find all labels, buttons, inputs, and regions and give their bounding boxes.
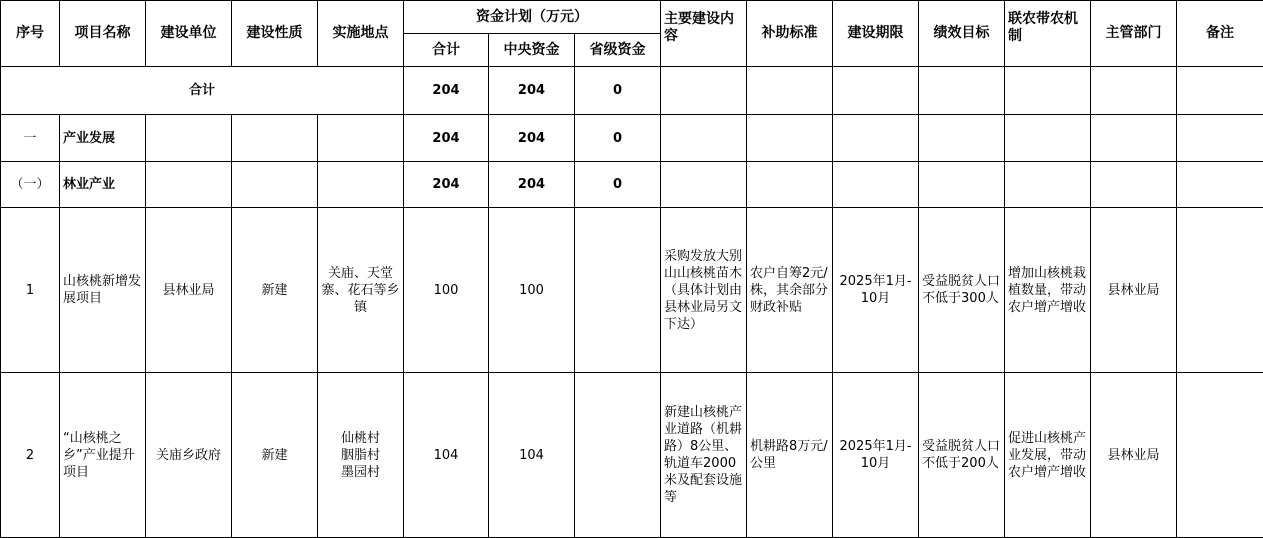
summary-provincial: 0 — [575, 67, 661, 115]
project-subsidy: 机耕路8万元/公里 — [747, 373, 833, 538]
project-name: 山核桃新增发展项目 — [60, 208, 146, 373]
subsection-provincial: 0 — [575, 162, 661, 208]
section-row — [1, 115, 1263, 162]
project-name: “山核桃之乡”产业提升项目 — [60, 373, 146, 538]
project-period: 2025年1月-10月 — [833, 208, 919, 373]
project-provincial — [575, 373, 661, 538]
project-central: 104 — [489, 373, 575, 538]
header-mechanism: 联农带农机制 — [1005, 1, 1091, 67]
section-provincial: 0 — [575, 115, 661, 162]
table-row — [1, 208, 1263, 373]
header-content: 主要建设内容 — [661, 1, 747, 67]
header-target: 绩效目标 — [919, 1, 1005, 67]
header-row-1 — [1, 1, 1263, 34]
header-nature: 建设性质 — [232, 1, 318, 67]
summary-total: 204 — [404, 67, 489, 115]
project-nature: 新建 — [232, 208, 318, 373]
project-period: 2025年1月-10月 — [833, 373, 919, 538]
project-central: 100 — [489, 208, 575, 373]
project-total: 100 — [404, 208, 489, 373]
section-central: 204 — [489, 115, 575, 162]
header-dept: 主管部门 — [1091, 1, 1177, 67]
header-provincial: 省级资金 — [575, 34, 661, 67]
project-unit: 关庙乡政府 — [146, 373, 232, 538]
project-target: 受益脱贫人口不低于300人 — [919, 208, 1005, 373]
project-location: 仙桃村 胭脂村 墨园村 — [318, 373, 404, 538]
summary-row — [1, 67, 1263, 115]
subsection-total: 204 — [404, 162, 489, 208]
subsection-row — [1, 162, 1263, 208]
project-target: 受益脱贫人口不低于200人 — [919, 373, 1005, 538]
project-seq: 2 — [1, 373, 60, 538]
summary-central: 204 — [489, 67, 575, 115]
project-dept: 县林业局 — [1091, 373, 1177, 538]
project-location: 关庙、天堂寨、花石等乡镇 — [318, 208, 404, 373]
project-subsidy: 农户自筹2元/株，其余部分财政补贴 — [747, 208, 833, 373]
project-unit: 县林业局 — [146, 208, 232, 373]
section-seq: 一 — [1, 115, 60, 162]
project-seq: 1 — [1, 208, 60, 373]
header-subsidy: 补助标准 — [747, 1, 833, 67]
project-content: 采购发放大别山山核桃苗木（具体计划由县林业局另文下达） — [661, 208, 747, 373]
section-total: 204 — [404, 115, 489, 162]
header-total: 合计 — [404, 34, 489, 67]
header-fund-plan: 资金计划（万元） — [404, 1, 661, 34]
project-remark — [1177, 208, 1263, 373]
project-nature: 新建 — [232, 373, 318, 538]
header-remark: 备注 — [1177, 1, 1263, 67]
project-mechanism: 促进山核桃产业发展，带动农户增产增收 — [1005, 373, 1091, 538]
project-provincial — [575, 208, 661, 373]
summary-label: 合计 — [1, 67, 404, 115]
project-remark — [1177, 373, 1263, 538]
section-name: 产业发展 — [60, 115, 146, 162]
table-row — [1, 373, 1263, 538]
subsection-name: 林业产业 — [60, 162, 146, 208]
header-location: 实施地点 — [318, 1, 404, 67]
header-period: 建设期限 — [833, 1, 919, 67]
header-seq: 序号 — [1, 1, 60, 67]
header-unit: 建设单位 — [146, 1, 232, 67]
project-total: 104 — [404, 373, 489, 538]
project-content: 新建山核桃产业道路（机耕路）8公里、轨道车2000米及配套设施等 — [661, 373, 747, 538]
header-central: 中央资金 — [489, 34, 575, 67]
project-mechanism: 增加山核桃栽植数量，带动农户增产增收 — [1005, 208, 1091, 373]
subsection-central: 204 — [489, 162, 575, 208]
header-name: 项目名称 — [60, 1, 146, 67]
project-dept: 县林业局 — [1091, 208, 1177, 373]
subsection-seq: （一） — [1, 162, 60, 208]
